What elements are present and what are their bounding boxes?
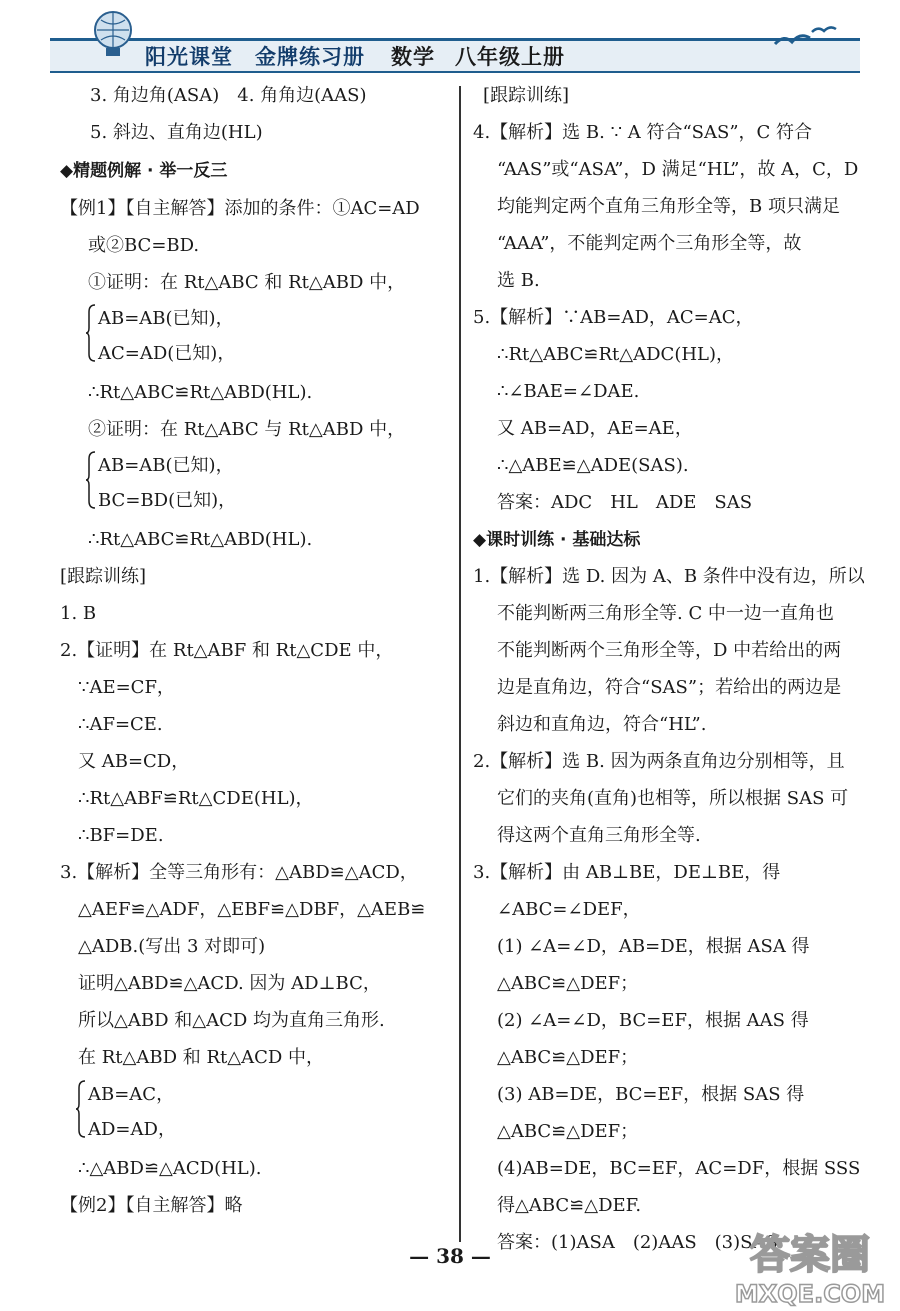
text-line: 2.【证明】在 Rt△ABF 和 Rt△CDE 中， xyxy=(60,640,394,661)
text-line: (4)AB=DE，BC=EF，AC=DF，根据 SSS xyxy=(497,1158,861,1179)
text-line: 又 AB=AD，AE=AE， xyxy=(497,418,693,439)
birds-icon xyxy=(770,24,840,54)
text-line: 3.【解析】全等三角形有：△ABD≌△ACD， xyxy=(60,862,418,883)
text-line: ∴AF=CE. xyxy=(78,714,163,735)
text-line: 2.【解析】选 B. 因为两条直角边分别相等，且 xyxy=(473,751,845,772)
brace-icon xyxy=(86,304,96,362)
text-line: 又 AB=CD， xyxy=(78,751,190,772)
text-line: ∴Rt△ABC≌Rt△ABD(HL). xyxy=(88,529,313,550)
text-line: [跟踪训练] xyxy=(60,566,147,587)
column-divider xyxy=(459,86,461,1242)
text-line: [跟踪训练] xyxy=(483,85,570,106)
text-line: (2) ∠A=∠D，BC=EF，根据 AAS 得 xyxy=(497,1010,809,1031)
text-line: BC=BD(已知)， xyxy=(98,490,237,511)
text-line: △AEF≌△ADF，△EBF≌△DBF，△AEB≌ xyxy=(78,899,426,920)
text-line: “AAS”或“ASA”，D 满足“HL”，故 A，C，D xyxy=(497,159,859,180)
watermark-line2: MXQE.COM xyxy=(734,1280,886,1308)
text-line: 1.【解析】选 D. 因为 A、B 条件中没有边，所以 xyxy=(473,566,865,587)
text-line: 【例2】【自主解答】略 xyxy=(60,1195,243,1216)
text-line: 在 Rt△ABD 和 Rt△ACD 中， xyxy=(78,1047,325,1068)
text-line: “AAA”，不能判定两个三角形全等，故 xyxy=(497,233,802,254)
text-line: 5. 斜边、直角边(HL) xyxy=(90,122,263,143)
text-line: 4.【解析】选 B. ∵ A 符合“SAS”，C 符合 xyxy=(473,122,813,143)
text-line: (1) ∠A=∠D，AB=DE，根据 ASA 得 xyxy=(497,936,810,957)
text-line: 3. 角边角(ASA) 4. 角角边(AAS) xyxy=(90,85,367,106)
text-line: AC=AD(已知)， xyxy=(98,343,236,364)
text-line: 不能判断两三角形全等. C 中一边一直角也 xyxy=(497,603,834,624)
text-line: 1. B xyxy=(60,603,97,624)
text-line: 3.【解析】由 AB⊥BE，DE⊥BE，得 xyxy=(473,862,781,883)
text-line: 5.【解析】∵AB=AD，AC=AC， xyxy=(473,307,754,328)
text-line: 边是直角边，符合“SAS”；若给出的两边是 xyxy=(497,677,842,698)
text-line: 不能判断两个三角形全等，D 中若给出的两 xyxy=(497,640,842,661)
text-line: ∵AE=CF， xyxy=(78,677,175,698)
text-line: AB=AB(已知)， xyxy=(98,308,234,329)
text-line: △ADB.(写出 3 对即可) xyxy=(78,936,266,957)
text-line: 选 B. xyxy=(497,270,540,291)
text-line: AD=AD， xyxy=(88,1119,176,1140)
text-line: 所以△ABD 和△ACD 均为直角三角形. xyxy=(78,1010,385,1031)
text-line: ②证明：在 Rt△ABC 与 Rt△ABD 中， xyxy=(88,419,406,440)
text-line: 均能判定两个直角三角形全等，B 项只满足 xyxy=(497,196,840,217)
text-line: 斜边和直角边，符合“HL”. xyxy=(497,714,707,735)
globe-icon xyxy=(88,8,138,58)
header-title xyxy=(145,41,565,71)
text-line: 得这两个直角三角形全等. xyxy=(497,825,701,846)
text-line: 得△ABC≌△DEF. xyxy=(497,1195,642,1216)
text-line: 答案：(1)ASA (2)AAS (3)SAS xyxy=(497,1232,778,1253)
grade-name: 八年级上册 xyxy=(455,45,565,69)
page-number: — 38 — xyxy=(409,1244,491,1268)
text-line: 【例1】【自主解答】添加的条件：①AC=AD xyxy=(60,198,420,219)
watermark-line1: 答案圈 xyxy=(750,1232,870,1278)
text-line: 证明△ABD≌△ACD. 因为 AD⊥BC， xyxy=(78,973,381,994)
subject-name: 数学 xyxy=(391,45,435,69)
brace-icon xyxy=(76,1080,86,1138)
brand-name: 阳光课堂 xyxy=(145,45,233,69)
text-line: ∴△ABE≌△ADE(SAS). xyxy=(497,455,689,476)
text-line: AB=AB(已知)， xyxy=(98,455,234,476)
brace-icon xyxy=(86,451,96,509)
text-line: ∴Rt△ABC≌Rt△ADC(HL)， xyxy=(497,344,735,365)
text-line: 它们的夹角(直角)也相等，所以根据 SAS 可 xyxy=(497,788,849,809)
text-line: ∠ABC=∠DEF， xyxy=(497,899,641,920)
text-line: △ABC≌△DEF； xyxy=(497,973,639,994)
text-line: ①证明：在 Rt△ABC 和 Rt△ABD 中， xyxy=(88,272,406,293)
text-line: ∴△ABD≌△ACD(HL). xyxy=(78,1158,262,1179)
watermark-logo xyxy=(725,1220,895,1310)
text-line: △ABC≌△DEF； xyxy=(497,1121,639,1142)
text-line: ∴∠BAE=∠DAE. xyxy=(497,381,640,402)
text-line: ∴BF=DE. xyxy=(78,825,164,846)
text-line: ∴Rt△ABC≌Rt△ABD(HL). xyxy=(88,382,313,403)
text-line: 或②BC=BD. xyxy=(88,235,200,256)
text-line: △ABC≌△DEF； xyxy=(497,1047,639,1068)
text-line: (3) AB=DE，BC=EF，根据 SAS 得 xyxy=(497,1084,805,1105)
series-name: 金牌练习册 xyxy=(255,45,365,69)
text-line: ∴Rt△ABF≌Rt△CDE(HL)， xyxy=(78,788,314,809)
page-header xyxy=(0,0,900,78)
text-line: 答案：ADC HL ADE SAS xyxy=(497,492,753,513)
section-heading: ◆课时训练 · 基础达标 xyxy=(473,530,641,550)
section-heading: ◆精题例解 · 举一反三 xyxy=(60,161,228,181)
text-line: AB=AC， xyxy=(88,1084,175,1105)
